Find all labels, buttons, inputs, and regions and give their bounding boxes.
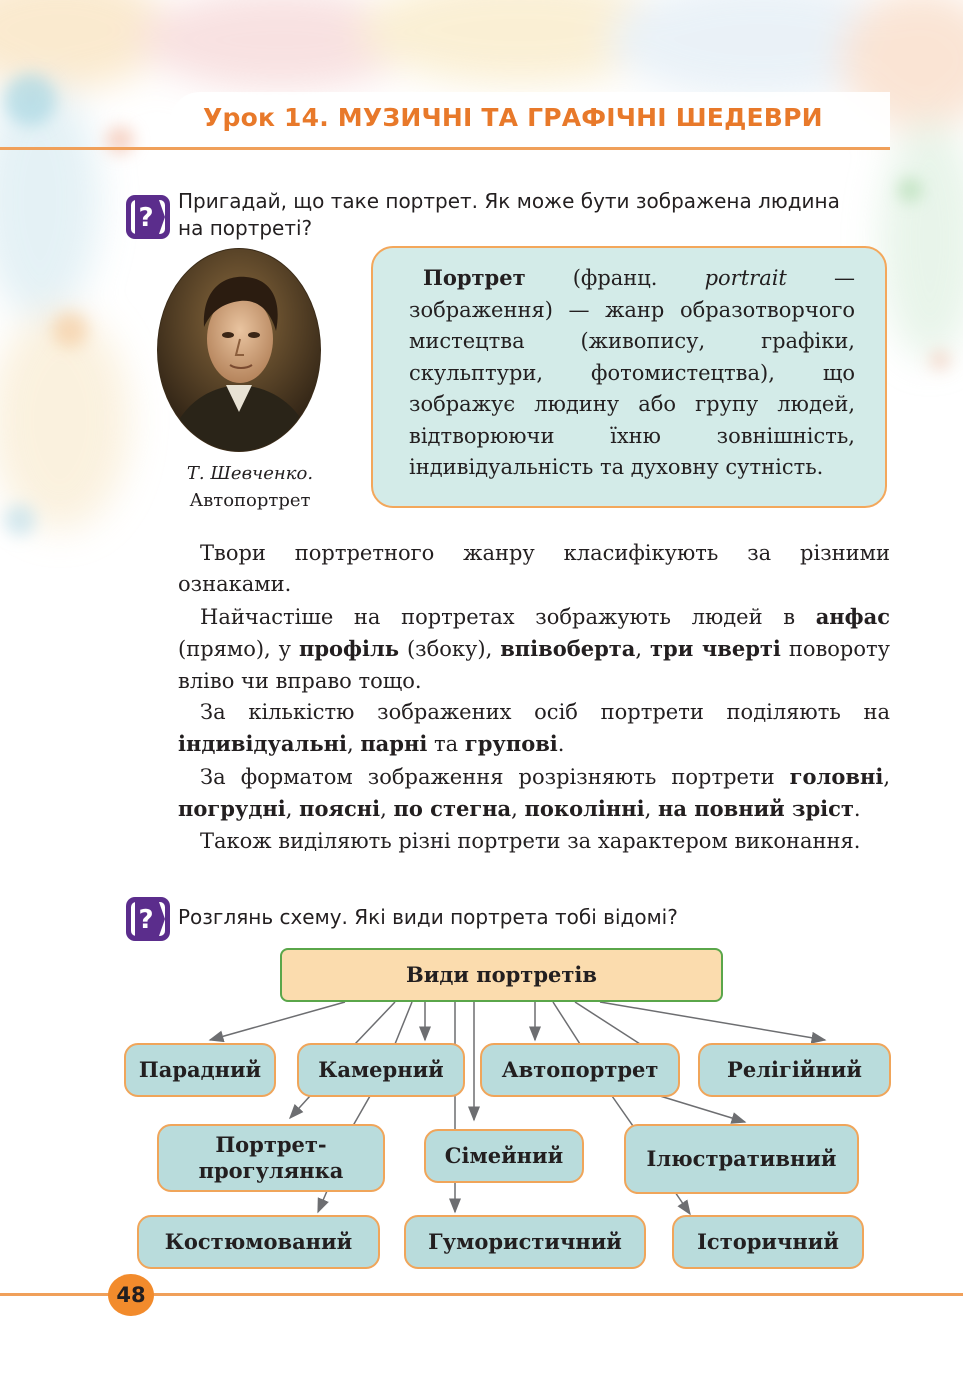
node-avtoportret: Автопортрет	[480, 1043, 680, 1097]
p3-bold-3: групові	[464, 731, 558, 757]
p3-text-3: та	[427, 732, 465, 757]
question-1-line-1: Пригадай, що таке портрет. Як може бути зображена людина	[178, 189, 840, 213]
paragraph-3	[178, 697, 890, 761]
definition-part-2: — зображення) — жанр образотворчого мистецтва (живопису, графіки, скульптури, фотомистецтва), що зображує людину або групу людей, відтворюючи їхню зовнішність, індивідуальність та духовну сутність.	[409, 266, 855, 479]
paragraph-2	[178, 601, 890, 697]
p4-text-4: ,	[380, 797, 394, 822]
p4-text-5: ,	[511, 797, 525, 822]
p2-bold-1: анфас	[815, 603, 890, 629]
p4-bold-3: поясні	[299, 796, 381, 822]
p4-text-7: .	[853, 797, 861, 822]
paragraph-4	[178, 761, 890, 826]
node-iliustratyvnyi: Ілюстративний	[624, 1124, 859, 1194]
p4-bold-2: погрудні	[178, 796, 286, 822]
definition-part-1: (франц.	[525, 266, 705, 290]
question-mark-icon	[125, 896, 171, 942]
p4-text-1: За форматом зображення розрізняють портрети	[200, 764, 790, 789]
svg-text:?: ?	[138, 905, 154, 935]
lesson-title: Урок 14. МУЗИЧНІ ТА ГРАФІЧНІ ШЕДЕВРИ	[203, 103, 823, 132]
connector-kamernyi-a	[355, 1002, 395, 1044]
paragraph-5: Також виділяють різні портрети за характером виконання.	[200, 828, 861, 853]
connector-religiinyi	[600, 1002, 825, 1040]
definition-box	[371, 246, 887, 508]
connector-prohulianka	[290, 1096, 310, 1118]
shevchenko-portrait-image	[156, 247, 322, 453]
node-paradnyi: Парадний	[124, 1043, 276, 1097]
node-istorychnyi: Історичний	[672, 1215, 864, 1269]
node-religiinyi: Релігійний	[698, 1043, 891, 1097]
p2-bold-4: три чверті	[650, 636, 781, 662]
connector-paradnyi	[210, 1002, 345, 1040]
p3-text-2: ,	[346, 732, 361, 757]
p3-bold-2: парні	[360, 731, 428, 757]
question-mark-icon	[125, 194, 171, 240]
p4-bold-4: по стегна	[393, 796, 512, 822]
body-text	[178, 538, 890, 857]
p3-bold-1: індивідуальні	[178, 731, 347, 757]
node-portret-prohulianka-line-2: прогулянка	[198, 1158, 344, 1183]
p2-text-4: ,	[635, 637, 651, 662]
question-2-text: Розглянь схему. Які види портрета тобі відомі?	[178, 905, 678, 929]
p2-text-3: (збоку),	[399, 637, 501, 662]
page-number: 48	[108, 1274, 154, 1316]
p4-bold-6: на повний зріст	[657, 796, 854, 822]
node-kostiumovanyi: Костюмований	[137, 1215, 380, 1269]
node-portret-prohulianka	[157, 1124, 385, 1192]
connector-iliustratyvnyi	[660, 1096, 745, 1122]
p4-text-3: ,	[285, 797, 300, 822]
connector-avtoportret-b	[553, 1002, 580, 1044]
header-divider	[0, 147, 890, 150]
p4-text-2: ,	[883, 764, 890, 789]
portrait-caption-title: Автопортрет	[189, 490, 311, 511]
portrait-caption-author: Т. Шевченко.	[186, 463, 314, 484]
p2-bold-3: впівоберта	[500, 636, 636, 662]
svg-text:?: ?	[138, 203, 154, 233]
p2-text-5: повороту вліво чи вправо тощо.	[178, 637, 890, 693]
portrait-caption	[160, 460, 340, 514]
node-root-portrait-types: Види портретів	[280, 948, 723, 1002]
node-simeinyi: Сімейний	[424, 1129, 584, 1183]
p4-bold-1: головні	[789, 763, 884, 789]
question-1-text	[178, 188, 893, 242]
connector-istorychnyi	[675, 1192, 690, 1214]
connector-kamernyi-b	[395, 1002, 412, 1044]
p2-text-2: (прямо), у	[178, 637, 299, 662]
p2-text-1: Найчастіше на портретах зображують людей в	[200, 604, 816, 629]
node-kamernyi: Камерний	[297, 1043, 465, 1097]
p2-bold-2: профіль	[298, 636, 400, 662]
p3-text-1: За кількістю зображених осіб портрети поділяють на	[200, 700, 890, 725]
p4-bold-5: поколінні	[524, 796, 645, 822]
node-humorystychnyi: Гумористичний	[404, 1215, 646, 1269]
node-portret-prohulianka-line-1: Портрет-	[215, 1132, 327, 1157]
portrait-types-diagram	[0, 940, 963, 1280]
paragraph-1: Твори портретного жанру класифікують за різними ознаками.	[178, 541, 890, 597]
question-1-line-2: на портреті?	[178, 216, 313, 240]
p4-text-6: ,	[644, 797, 658, 822]
connector-avtoportret-c	[575, 1002, 640, 1044]
definition-term: Портрет	[423, 265, 526, 290]
definition-foreign-word: portrait	[704, 266, 787, 290]
p3-text-4: .	[557, 732, 565, 757]
